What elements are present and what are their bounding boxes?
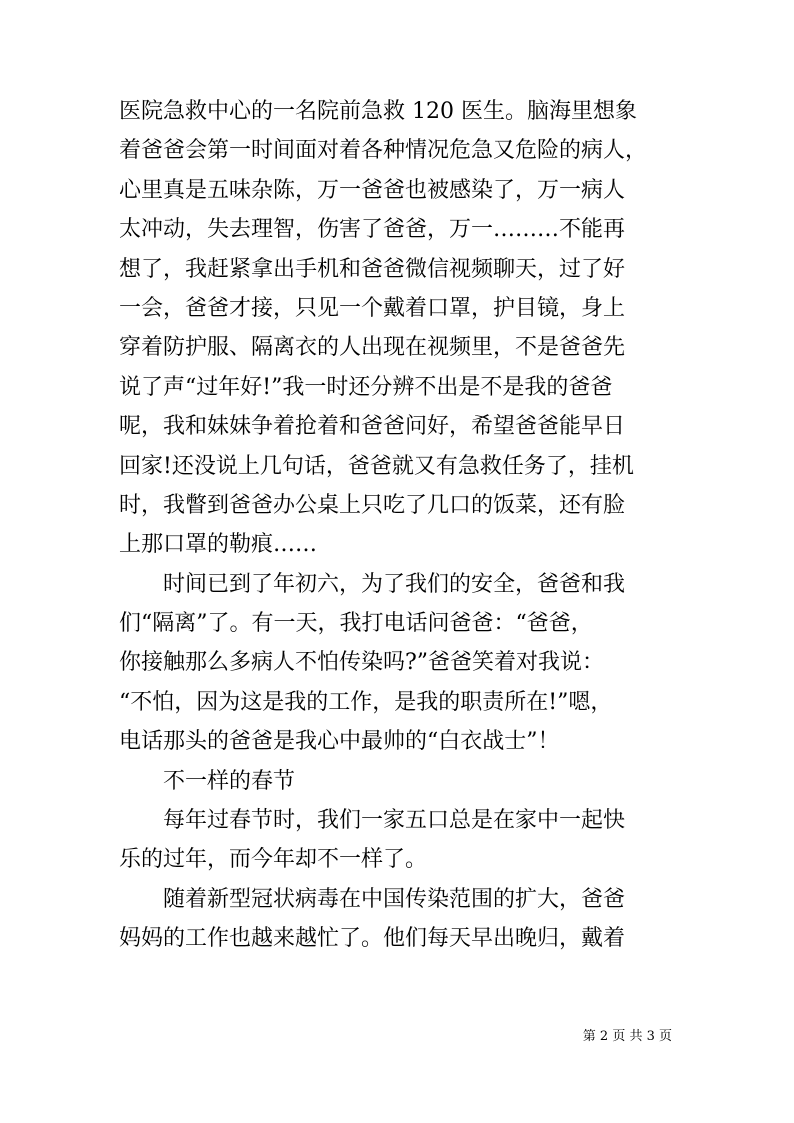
text-line: “不怕，因为这是我的工作，是我的职责所在!”嗯， [119, 689, 613, 715]
text-line: 一会，爸爸才接，只见一个戴着口罩，护目镜，身上 [119, 295, 626, 321]
text-line: 们“隔离”了。有一天，我打电话问爸爸：“爸爸， [119, 611, 593, 637]
text-line: 着爸爸会第一时间面对着各种情况危急又危险的病人， [119, 138, 648, 164]
text-line: 电话那头的爸爸是我心中最帅的“白衣战士”！ [119, 729, 560, 755]
text-line: 医院急救中心的一名院前急救 120 医生。脑海里想象 [119, 99, 637, 124]
body-text [119, 92, 691, 959]
text-line: 乐的过年，而今年却不一样了。 [119, 847, 428, 873]
section-title: 不一样的春节 [163, 768, 296, 794]
page-number-footer: 第 2 页 共 3 页 [582, 1029, 672, 1044]
text-line: 想了，我赶紧拿出手机和爸爸微信视频聊天，过了好 [119, 256, 626, 282]
text-line: 说了声“过年好!”我一时还分辨不出是不是我的爸爸 [119, 374, 613, 400]
text-line: 你接触那么多病人不怕传染吗?”爸爸笑着对我说： [119, 650, 605, 676]
text-line: 时，我瞥到爸爸办公桌上只吃了几口的饭菜，还有脸 [119, 492, 626, 518]
text-line: 太冲动，失去理智，伤害了爸爸，万一………不能再 [119, 217, 626, 243]
text-line: 回家!还没说上几句话，爸爸就又有急救任务了，挂机 [119, 453, 634, 479]
text-line: 妈妈的工作也越来越忙了。他们每天早出晚归，戴着 [119, 926, 626, 952]
text-line: 穿着防护服、隔离衣的人出现在视频里，不是爸爸先 [119, 335, 626, 361]
text-line: 心里真是五味杂陈，万一爸爸也被感染了，万一病人 [119, 177, 626, 203]
text-line: 每年过春节时，我们一家五口总是在家中一起快 [163, 808, 626, 834]
text-line: 呢，我和妹妹争着抢着和爸爸问好，希望爸爸能早日 [119, 414, 626, 440]
text-line: 随着新型冠状病毒在中国传染范围的扩大，爸爸 [163, 886, 626, 912]
text-line: 时间已到了年初六，为了我们的安全，爸爸和我 [163, 571, 626, 597]
text-line: 上那口罩的勒痕…… [119, 532, 318, 558]
